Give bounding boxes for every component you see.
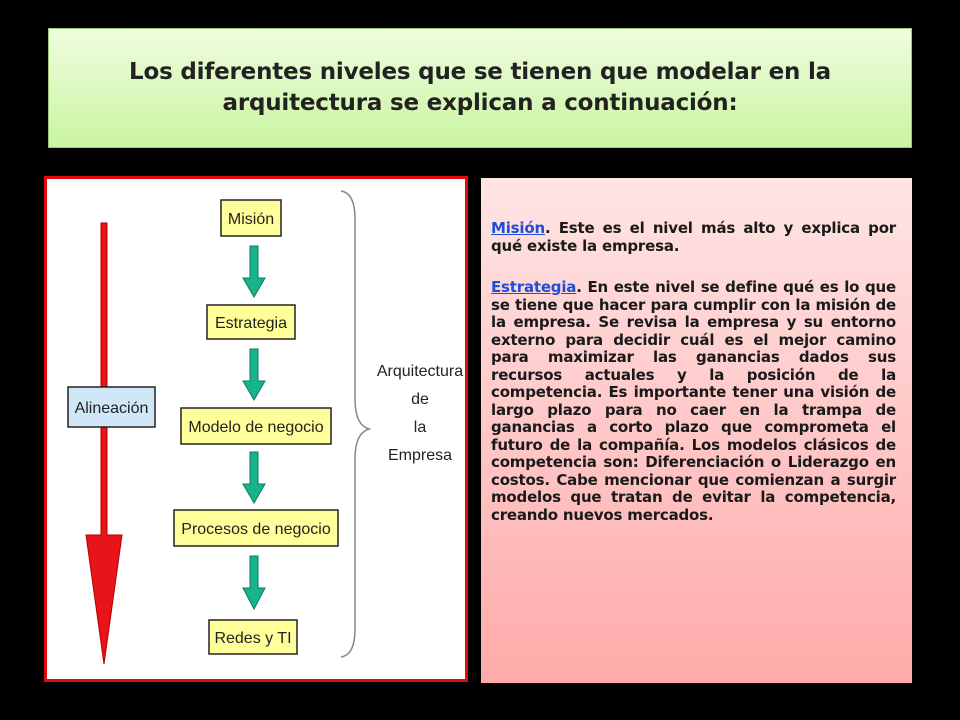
diagram-canvas bbox=[47, 179, 465, 679]
green-arrow-4 bbox=[243, 556, 265, 609]
alignment-arrow bbox=[86, 223, 122, 664]
green-arrow-1 bbox=[243, 246, 265, 297]
level-label-modelo: Modelo de negocio bbox=[188, 419, 324, 436]
link-estrategia[interactable]: Estrategia bbox=[491, 278, 577, 296]
page-title: Los diferentes niveles que se tienen que modelar en la arquitectura se explican a continuación: bbox=[129, 59, 831, 116]
paragraph-estrategia-text: . En este nivel se define qué es lo que se tiene que hacer para cumplir con la misión de la empresa. Se revisa la empresa y su entorno externo para decidir cuál es el mejor camino para maximizar las ganancias dados sus recursos actuales y la posición de la competencia. Es importante tener una visión de largo plazo para no caer en la trampa de ganancias a corto plazo que comprometa el futuro de la compañía. Los modelos clásicos de competencia son: Diferenciación o Liderazgo en costos. Cabe mencionar que comienzan a surgir modelos que tratan de evitar la competencia, creando nuevos mercados. bbox=[491, 278, 896, 524]
green-arrow-3 bbox=[243, 452, 265, 503]
level-label-redes: Redes y TI bbox=[214, 630, 292, 647]
green-arrow-2 bbox=[243, 349, 265, 400]
level-label-procesos: Procesos de negocio bbox=[181, 521, 331, 538]
architecture-diagram bbox=[44, 176, 468, 682]
paragraph-estrategia bbox=[491, 279, 896, 524]
level-label-estrategia: Estrategia bbox=[214, 315, 288, 332]
level-label-mision: Misión bbox=[227, 211, 275, 228]
title-banner bbox=[48, 28, 912, 148]
bracket-label-line-2: de bbox=[411, 391, 429, 408]
paragraph-mision-text: . Este es el nivel más alto y explica por qué existe la empresa. bbox=[491, 219, 896, 255]
bracket-label-line-4: Empresa bbox=[387, 447, 453, 464]
bracket-label-line-1: Arquitectura bbox=[376, 363, 464, 380]
alignment-label: Alineación bbox=[74, 400, 149, 417]
bracket bbox=[341, 191, 369, 657]
bracket-label-line-3: la bbox=[413, 419, 427, 436]
description-panel bbox=[481, 178, 912, 683]
paragraph-mision bbox=[491, 220, 896, 255]
link-mision[interactable]: Misión bbox=[491, 219, 545, 237]
